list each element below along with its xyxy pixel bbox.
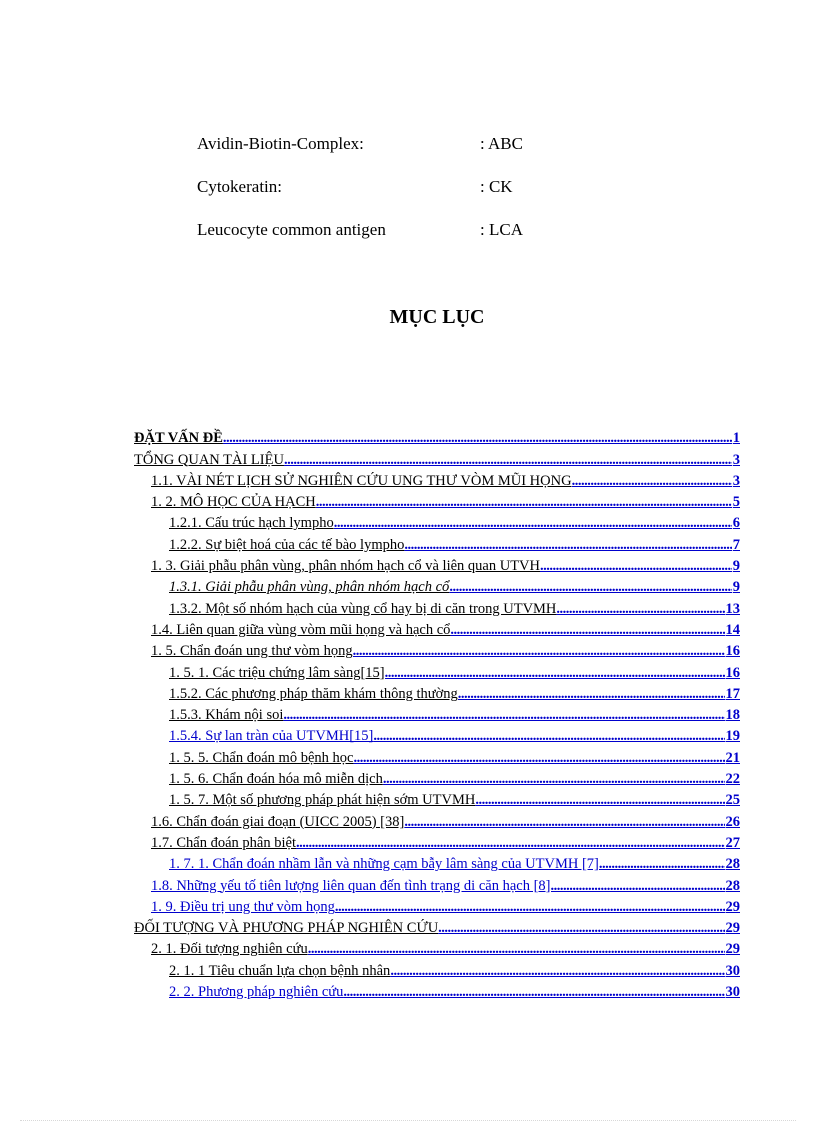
toc-leader-dots <box>556 600 724 618</box>
abbreviation-term: Avidin-Biotin-Complex: <box>197 134 364 153</box>
toc-entry-page[interactable]: 29 <box>725 898 740 915</box>
toc-leader-dots <box>316 493 732 511</box>
toc-entry[interactable] <box>169 724 740 745</box>
toc-entry[interactable] <box>169 980 740 1001</box>
toc-entry-label[interactable]: 1. 5. Chẩn đoán ung thư vòm họng <box>151 643 353 660</box>
toc-leader-dots <box>450 621 724 639</box>
toc-leader-dots <box>343 983 724 1001</box>
toc-leader-dots <box>334 514 732 532</box>
toc-entry-page[interactable]: 19 <box>725 728 740 745</box>
toc-leader-dots <box>475 791 724 809</box>
toc-entry[interactable] <box>151 873 740 894</box>
toc-entry[interactable] <box>169 852 740 873</box>
toc-entry[interactable] <box>151 937 740 958</box>
page-bottom-divider <box>20 1120 796 1121</box>
toc-leader-dots <box>540 557 732 575</box>
toc-leader-dots <box>390 962 724 980</box>
toc-entry-page[interactable]: 14 <box>725 621 740 638</box>
toc-entry-page[interactable]: 29 <box>725 941 740 958</box>
toc-entry-page[interactable]: 1 <box>732 430 740 447</box>
toc-entry[interactable] <box>134 447 740 468</box>
toc-entry[interactable] <box>151 618 740 639</box>
toc-entry-label[interactable]: 2. 1. 1 Tiêu chuẩn lựa chọn bệnh nhân <box>169 962 391 979</box>
toc-leader-dots <box>284 451 732 469</box>
toc-leader-dots <box>551 877 725 895</box>
toc-entry-page[interactable]: 28 <box>725 856 740 873</box>
toc-entry-label[interactable]: 1.5.2. Các phương pháp thăm khám thông thường <box>169 685 458 702</box>
toc-entry[interactable] <box>169 511 740 532</box>
toc-entry[interactable] <box>169 596 740 617</box>
toc-title: MỤC LỤC <box>389 306 485 328</box>
toc-leader-dots <box>296 834 725 852</box>
toc-entry[interactable] <box>169 958 740 979</box>
toc-entry-label[interactable]: 1. 5. 6. Chẩn đoán hóa mô miễn dịch <box>169 771 383 788</box>
toc-entry-page[interactable]: 29 <box>725 920 740 937</box>
toc-entry[interactable] <box>151 469 740 490</box>
abbreviation-code: : CK <box>480 177 513 196</box>
toc-entry-label[interactable]: 1.7. Chẩn đoán phân biệt <box>151 834 296 851</box>
toc-entry-page[interactable]: 7 <box>732 536 740 553</box>
toc-entry-label[interactable]: 1. 5. 5. Chẩn đoán mô bệnh học <box>169 749 354 766</box>
toc-entry[interactable] <box>169 788 740 809</box>
toc-entry-label[interactable]: 1.5.3. Khám nội soi <box>169 707 284 724</box>
toc-entry-label[interactable]: 1.8. Những yếu tố tiên lượng liên quan đến tình trạng di căn hạch [8] <box>151 877 551 894</box>
toc-entry-page[interactable]: 22 <box>725 771 740 788</box>
toc-entry-page[interactable]: 27 <box>725 834 740 851</box>
toc-leader-dots <box>599 855 725 873</box>
toc-entry-label[interactable]: 1.3.1. Giải phẫu phân vùng, phân nhóm hạch cổ <box>169 579 450 596</box>
toc-entry-label[interactable]: 1.2.2. Sự biệt hoá của các tế bào lympho <box>169 536 405 553</box>
toc-leader-dots <box>335 898 725 916</box>
toc-leader-dots <box>353 642 725 660</box>
toc-entry-page[interactable]: 16 <box>725 643 740 660</box>
toc-entry[interactable] <box>151 831 740 852</box>
toc-entry-page[interactable]: 3 <box>732 472 740 489</box>
toc-entry-label[interactable]: 1.6. Chẩn đoán giai đoạn (UICC 2005) [38] <box>151 813 405 830</box>
toc-entry-page[interactable]: 9 <box>732 579 740 596</box>
toc-entry-label[interactable]: 2. 2. Phương pháp nghiên cứu <box>169 984 344 1001</box>
toc-leader-dots <box>404 536 731 554</box>
toc-entry-page[interactable]: 21 <box>725 749 740 766</box>
toc-entry-page[interactable]: 3 <box>732 451 740 468</box>
toc-leader-dots <box>404 813 724 831</box>
abbreviation-term: Cytokeratin: <box>197 177 282 196</box>
abbreviation-code: : ABC <box>480 134 523 153</box>
toc-entry[interactable] <box>169 575 740 596</box>
toc-entry-label[interactable]: 2. 1. Đối tượng nghiên cứu <box>151 941 308 958</box>
toc-entry-page[interactable]: 16 <box>725 664 740 681</box>
abbreviation-term: Leucocyte common antigen <box>197 220 386 239</box>
toc-entry[interactable] <box>134 426 740 447</box>
toc-leader-dots <box>383 770 725 788</box>
toc-entry[interactable] <box>151 554 740 575</box>
toc-entry[interactable] <box>169 745 740 766</box>
toc-entry-label[interactable]: 1.2.1. Cấu trúc hạch lympho <box>169 515 334 532</box>
toc-entry[interactable] <box>169 767 740 788</box>
toc-entry-label[interactable]: TỔNG QUAN TÀI LIỆU <box>134 451 284 468</box>
toc-entry[interactable] <box>169 682 740 703</box>
toc-entry-label[interactable]: 1. 2. MÔ HỌC CỦA HẠCH <box>151 494 316 511</box>
toc-entry-page[interactable]: 30 <box>725 962 740 979</box>
toc-leader-dots <box>438 919 724 937</box>
table-of-contents <box>134 426 740 1001</box>
toc-entry-label[interactable]: 1. 3. Giải phẫu phân vùng, phân nhóm hạch cổ và liên quan UTVH <box>151 558 540 575</box>
toc-leader-dots <box>449 578 731 596</box>
toc-leader-dots <box>308 940 725 958</box>
toc-entry-label[interactable]: 1.4. Liên quan giữa vùng vòm mũi họng và hạch cổ <box>151 621 451 638</box>
toc-entry-label[interactable]: 1.5.4. Sự lan tràn của UTVMH[15] <box>169 728 374 745</box>
toc-entry-page[interactable]: 13 <box>725 600 740 617</box>
toc-entry-label[interactable]: 1. 5. 1. Các triệu chứng lâm sàng[15] <box>169 664 385 681</box>
toc-entry-page[interactable]: 17 <box>725 685 740 702</box>
toc-entry-page[interactable]: 9 <box>732 558 740 575</box>
toc-entry-page[interactable]: 6 <box>732 515 740 532</box>
toc-entry[interactable] <box>151 639 740 660</box>
toc-entry-page[interactable]: 26 <box>725 813 740 830</box>
toc-entry-label[interactable]: 1.3.2. Một số nhóm hạch của vùng cổ hay bị di căn trong UTVMH <box>169 600 557 617</box>
toc-leader-dots <box>458 685 725 703</box>
toc-entry-label[interactable]: 1. 7. 1. Chẩn đoán nhầm lẫn và những cạm bẫy lâm sàng của UTVMH [7] <box>169 856 599 873</box>
toc-leader-dots <box>223 429 732 447</box>
toc-entry-page[interactable]: 30 <box>725 984 740 1001</box>
toc-entry[interactable] <box>134 916 740 937</box>
toc-leader-dots <box>572 472 732 490</box>
toc-entry[interactable] <box>151 809 740 830</box>
toc-entry[interactable] <box>169 660 740 681</box>
toc-entry-label[interactable]: 1. 9. Điều trị ung thư vòm họng <box>151 898 335 915</box>
toc-entry[interactable] <box>151 490 740 511</box>
toc-entry-label[interactable]: 1. 5. 7. Một số phương pháp phát hiện sớm UTVMH <box>169 792 476 809</box>
toc-entry[interactable] <box>169 532 740 553</box>
abbreviation-code: : LCA <box>480 220 523 239</box>
toc-leader-dots <box>283 706 724 724</box>
toc-leader-dots <box>353 749 724 767</box>
toc-entry[interactable] <box>169 703 740 724</box>
toc-entry-page[interactable]: 5 <box>732 494 740 511</box>
toc-leader-dots <box>385 664 725 682</box>
toc-entry-label[interactable]: 1.1. VÀI NÉT LỊCH SỬ NGHIÊN CỨU UNG THƯ VÒM MŨI HỌNG <box>151 472 572 489</box>
toc-entry-label[interactable]: ĐẶT VẤN ĐỀ <box>134 430 223 447</box>
toc-entry-page[interactable]: 28 <box>725 877 740 894</box>
toc-entry-page[interactable]: 18 <box>725 707 740 724</box>
toc-entry-page[interactable]: 25 <box>725 792 740 809</box>
toc-entry-label[interactable]: ĐỐI TƯỢNG VÀ PHƯƠNG PHÁP NGHIÊN CỨU <box>134 920 439 937</box>
toc-entry[interactable] <box>151 895 740 916</box>
toc-leader-dots <box>373 727 724 745</box>
